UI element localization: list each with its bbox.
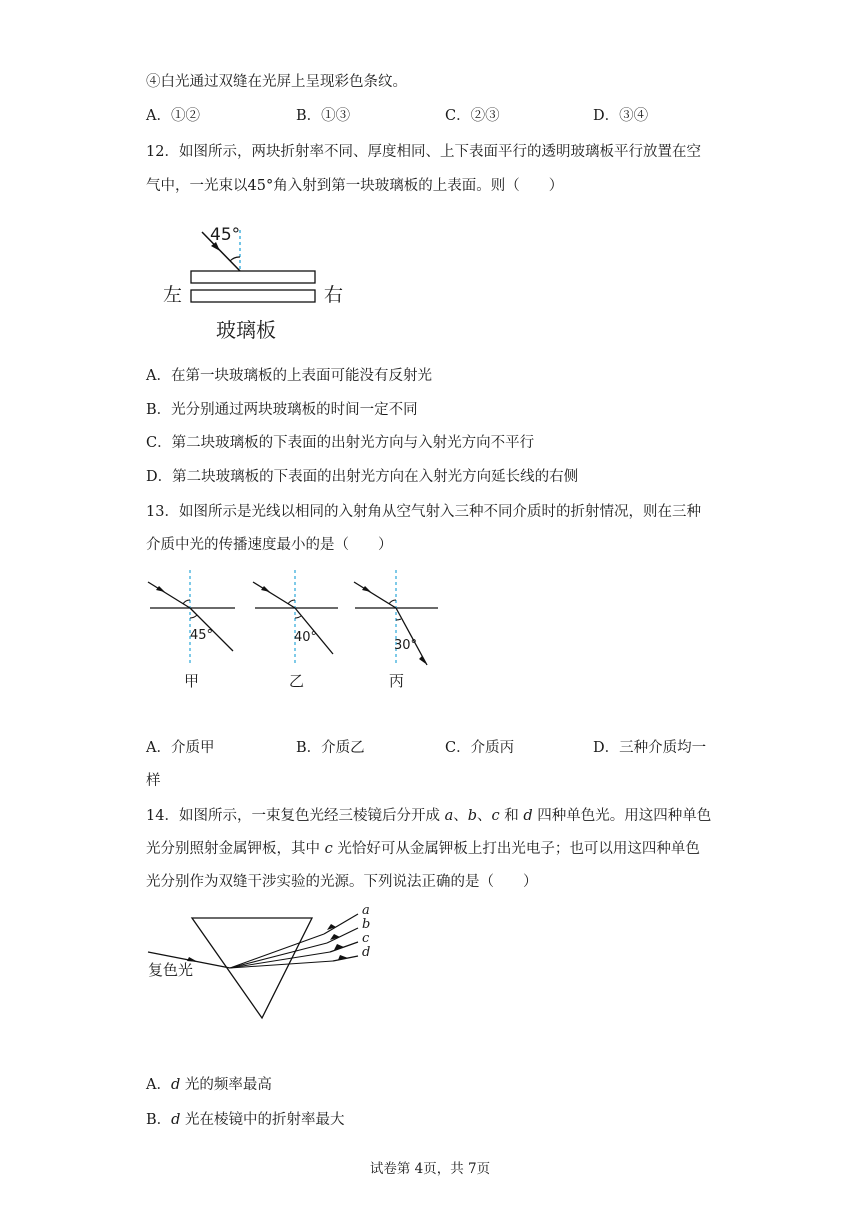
page-footer: 试卷第 4页，共 7页	[369, 1161, 491, 1177]
q14-stem-line-1: 14．如图所示，一束复色光经三棱镜后分开成 a、b、c 和 d 四种单色光。用这四种单色	[146, 808, 712, 824]
q12-glass-plate-1	[191, 271, 315, 283]
q13-option-a: A．介质甲	[146, 740, 215, 756]
q13-angle-jia: 45°	[190, 628, 214, 643]
q12-left-label: 左	[163, 284, 183, 306]
q12-right-label: 右	[324, 284, 344, 306]
q11-option-a: A．①②	[146, 108, 200, 124]
q14-beam-label-d: d	[362, 945, 371, 960]
q13-diagram-jia	[148, 570, 235, 666]
q13-option-d: D．三种介质均一	[593, 740, 707, 756]
q13-angle-bing: 30°	[394, 638, 418, 653]
q13-stem-line-2: 介质中光的传播速度最小的是（ ）	[146, 537, 393, 553]
q13-option-b: B．介质乙	[296, 740, 365, 756]
q14-beam-b	[327, 928, 358, 943]
q12-option-d: D．第二块玻璃板的下表面的出射光方向在入射光方向延长线的右侧	[146, 469, 579, 485]
q12-option-b: B．光分别通过两块玻璃板的时间一定不同	[146, 402, 418, 418]
q13-label-bing: 丙	[389, 672, 405, 690]
q13-label-jia: 甲	[184, 672, 200, 690]
q11-option-d: D．③④	[593, 108, 649, 124]
q14-beam-label-a: a	[362, 903, 370, 918]
q13-angle-yi: 40°	[294, 630, 318, 645]
q14-prism	[192, 918, 312, 1018]
q14-beam-label-b: b	[362, 917, 371, 932]
q13-option-c: C．介质丙	[445, 740, 515, 756]
q13-stem-line-1: 13．如图所示是光线以相同的入射角从空气射入三种不同介质时的折射情况，则在三种	[146, 504, 701, 520]
q13-refraction-figure	[140, 568, 450, 668]
q11-option-c: C．②③	[445, 108, 500, 124]
q14-stem-line-3: 光分别作为双缝干涉实验的光源。下列说法正确的是（ ）	[146, 874, 538, 890]
q12-stem-line-1: 12．如图所示，两块折射率不同、厚度相同、上下表面平行的透明玻璃板平行放置在空	[146, 144, 701, 160]
q12-stem-line-2: 气中，一光束以45°角入射到第一块玻璃板的上表面。则（ ）	[146, 178, 564, 194]
q14-input-label: 复色光	[148, 961, 194, 979]
q12-glass-plate-2	[191, 290, 315, 302]
q14-option-b: B．d 光在棱镜中的折射率最大	[146, 1112, 345, 1128]
q12-option-c: C．第二块玻璃板的下表面的出射光方向与入射光方向不平行	[146, 435, 535, 451]
q11-option-b: B．①③	[296, 108, 351, 124]
q14-beam-label-c: c	[362, 931, 370, 946]
q12-angle-arc	[230, 257, 240, 261]
q13-label-yi: 乙	[289, 672, 305, 690]
q12-option-a: A．在第一块玻璃板的上表面可能没有反射光	[146, 368, 432, 384]
q13-diagram-yi	[253, 570, 338, 666]
q14-stem-line-2: 光分别照射金属钾板，其中 c 光恰好可从金属钾板上打出光电子；也可以用这四种单色	[146, 841, 700, 857]
q13-option-d-wrap: 样	[146, 773, 161, 789]
q11-statement-4: ④白光通过双缝在光屏上呈现彩色条纹。	[146, 74, 407, 90]
q14-option-a: A．d 光的频率最高	[146, 1077, 272, 1093]
q12-figure-caption: 玻璃板	[216, 318, 276, 342]
q12-angle-label: 45°	[210, 225, 241, 245]
